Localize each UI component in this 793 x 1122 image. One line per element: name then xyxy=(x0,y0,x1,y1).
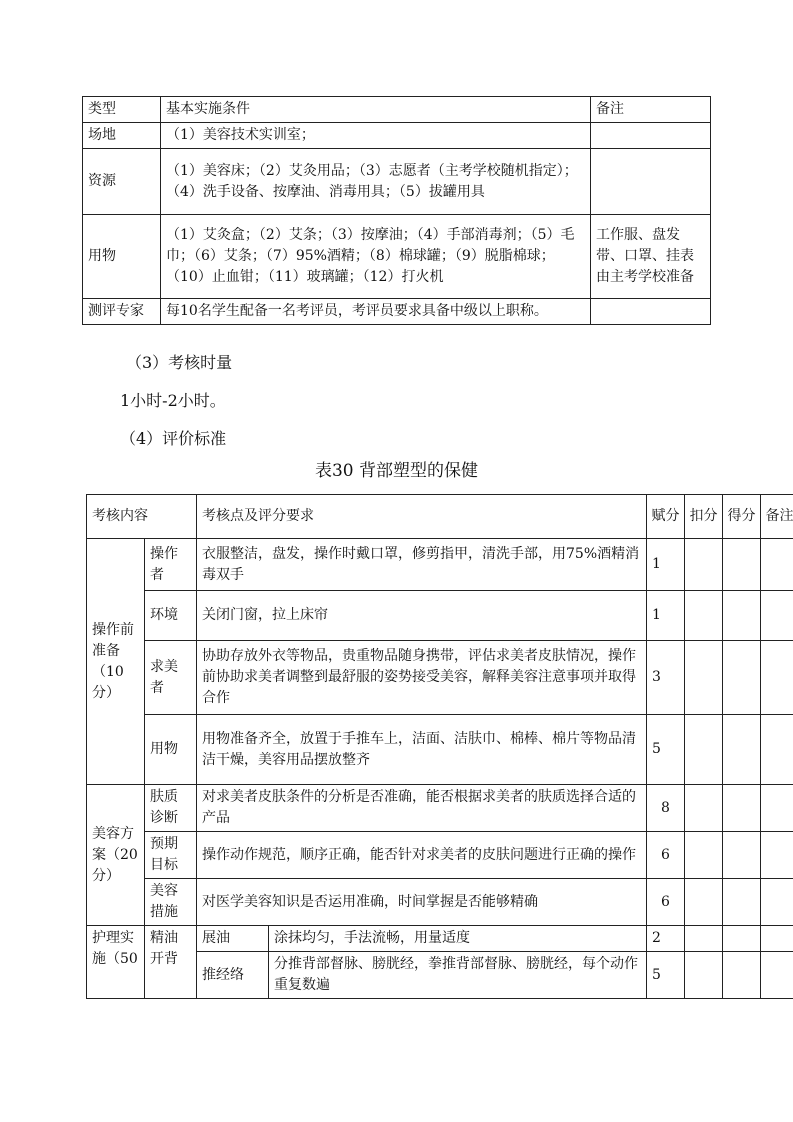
row-criteria: 对医学美容知识是否运用准确，时间掌握是否能够精确 xyxy=(197,879,647,926)
row-score: 5 xyxy=(647,952,685,999)
row-type: 场地 xyxy=(83,123,161,149)
table-row xyxy=(87,879,793,926)
row-got xyxy=(723,952,761,999)
row-score: 1 xyxy=(647,539,685,591)
table-row xyxy=(83,299,711,325)
header-score: 赋分 xyxy=(647,495,685,539)
row-score: 6 xyxy=(647,879,685,926)
row-deduct xyxy=(685,641,723,715)
header-conditions: 基本实施条件 xyxy=(161,97,591,123)
group-label: 护理实施（50 xyxy=(87,926,145,999)
row-score: 5 xyxy=(647,715,685,785)
row-score: 1 xyxy=(647,591,685,641)
table-row xyxy=(87,715,793,785)
table-row xyxy=(87,832,793,879)
row-note xyxy=(761,591,793,641)
row-sub: 操作者 xyxy=(145,539,197,591)
row-note xyxy=(761,926,793,952)
row-got xyxy=(723,715,761,785)
row-sub: 肤质诊断 xyxy=(145,785,197,832)
row-criteria: 涂抹均匀，手法流畅，用量适度 xyxy=(269,926,647,952)
table-row xyxy=(87,785,793,832)
header-type: 类型 xyxy=(83,97,161,123)
row-note xyxy=(591,299,711,325)
row-note xyxy=(591,149,711,215)
conditions-table xyxy=(82,96,711,325)
group-label: 操作前准备（10分） xyxy=(87,539,145,785)
row-note xyxy=(761,715,793,785)
row-note xyxy=(761,832,793,879)
row-deduct xyxy=(685,591,723,641)
header-note: 备注 xyxy=(591,97,711,123)
row-type: 测评专家 xyxy=(83,299,161,325)
row-deduct xyxy=(685,879,723,926)
section3-title: （3）考核时量 xyxy=(126,353,233,372)
row-criteria: 操作动作规范，顺序正确，能否针对求美者的皮肤问题进行正确的操作 xyxy=(197,832,647,879)
row-criteria: 衣服整洁，盘发，操作时戴口罩，修剪指甲，清洗手部，用75%酒精消毒双手 xyxy=(197,539,647,591)
row-got xyxy=(723,879,761,926)
row-content: （1）美容技术实训室； xyxy=(161,123,591,149)
row-deduct xyxy=(685,715,723,785)
evaluation-table xyxy=(86,494,793,999)
row-note xyxy=(761,641,793,715)
row-score: 2 xyxy=(647,926,685,952)
header-got: 得分 xyxy=(723,495,761,539)
row-got xyxy=(723,926,761,952)
header-criteria: 考核点及评分要求 xyxy=(197,495,647,539)
row-sub: 环境 xyxy=(145,591,197,641)
row-sub: 用物 xyxy=(145,715,197,785)
table-row xyxy=(83,215,711,299)
row-sub2: 展油 xyxy=(197,926,269,952)
header-note: 备注 xyxy=(761,495,793,539)
table-row xyxy=(83,123,711,149)
row-got xyxy=(723,641,761,715)
table-row xyxy=(87,926,793,952)
table-row xyxy=(87,591,793,641)
row-criteria: 协助存放外衣等物品，贵重物品随身携带，评估求美者皮肤情况，操作前协助求美者调整到最舒服的姿势接受美容，解释美容注意事项并取得合作 xyxy=(197,641,647,715)
row-note: 工作服、盘发带、口罩、挂表由主考学校准备 xyxy=(591,215,711,299)
row-got xyxy=(723,591,761,641)
row-got xyxy=(723,832,761,879)
row-criteria: 对求美者皮肤条件的分析是否准确，能否根据求美者的肤质选择合适的产品 xyxy=(197,785,647,832)
row-got xyxy=(723,785,761,832)
row-sub: 美容措施 xyxy=(145,879,197,926)
row-criteria: 用物准备齐全，放置于手推车上，洁面、洁肤巾、棉棒、棉片等物品清洁干燥，美容用品摆放整齐 xyxy=(197,715,647,785)
row-note xyxy=(761,785,793,832)
row-note xyxy=(761,539,793,591)
row-note xyxy=(591,123,711,149)
section4-title: （4）评价标准 xyxy=(120,429,227,448)
row-deduct xyxy=(685,952,723,999)
row-type: 资源 xyxy=(83,149,161,215)
row-content: 每10名学生配备一名考评员，考评员要求具备中级以上职称。 xyxy=(161,299,591,325)
row-criteria: 关闭门窗，拉上床帘 xyxy=(197,591,647,641)
row-deduct xyxy=(685,785,723,832)
table-row xyxy=(87,539,793,591)
row-sub: 预期目标 xyxy=(145,832,197,879)
row-deduct xyxy=(685,832,723,879)
row-content: （1）美容床；（2）艾灸用品；（3）志愿者（主考学校随机指定）；（4）洗手设备、按摩油、消毒用具；（5）拔罐用具 xyxy=(161,149,591,215)
row-deduct xyxy=(685,539,723,591)
row-note xyxy=(761,952,793,999)
row-note xyxy=(761,879,793,926)
row-got xyxy=(723,539,761,591)
table-header-row xyxy=(87,495,793,539)
row-type: 用物 xyxy=(83,215,161,299)
table-caption: 表30 背部塑型的保健 xyxy=(314,461,479,481)
table-row xyxy=(87,641,793,715)
row-deduct xyxy=(685,926,723,952)
row-score: 6 xyxy=(647,832,685,879)
row-sub2: 推经络 xyxy=(197,952,269,999)
header-content: 考核内容 xyxy=(87,495,197,539)
table-header-row xyxy=(83,97,711,123)
group-label: 美容方案（20分） xyxy=(87,785,145,926)
row-sub: 精油开背 xyxy=(145,926,197,999)
row-criteria: 分推背部督脉、膀胱经，拳推背部督脉、膀胱经，每个动作重复数遍 xyxy=(269,952,647,999)
row-sub: 求美者 xyxy=(145,641,197,715)
header-deduct: 扣分 xyxy=(685,495,723,539)
row-score: 8 xyxy=(647,785,685,832)
table-row xyxy=(83,149,711,215)
section3-text: 1小时-2小时。 xyxy=(120,391,226,410)
row-content: （1）艾灸盒；（2）艾条；（3）按摩油；（4）手部消毒剂；（5）毛巾；（6）艾条；（7）95%酒精；（8）棉球罐；（9）脱脂棉球；（10）止血钳；（11）玻璃罐；（12）打火机 xyxy=(161,215,591,299)
row-score: 3 xyxy=(647,641,685,715)
